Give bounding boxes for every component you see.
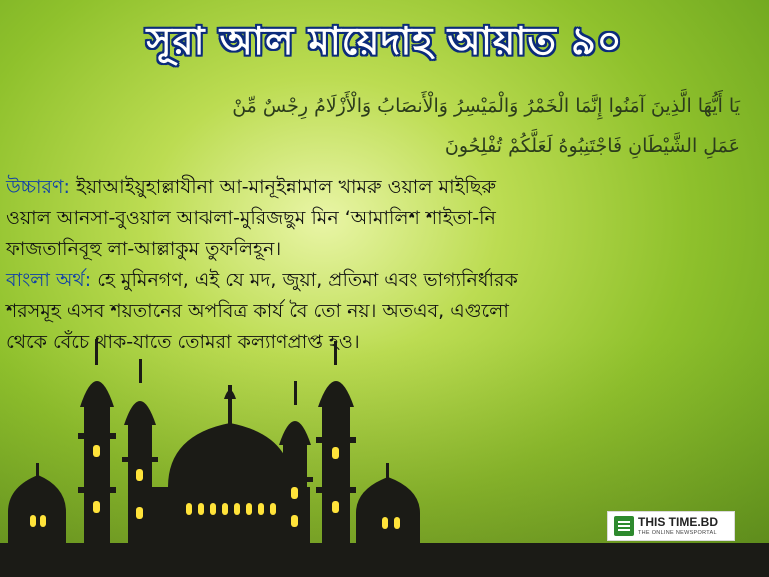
pronunciation-label: উচ্চারণ: bbox=[6, 176, 70, 198]
meaning-line-2: শরসমূহ এসব শয়তানের অপবিত্র কার্য বৈ তো নয়। অতএব, এগুলো bbox=[6, 300, 509, 322]
translation-block bbox=[6, 172, 764, 358]
pronunciation-line-2: ওয়াল আনসা-বুওয়াল আঝলা-মুরিজছুম মিন ‘আমালিশ শাইতা-নি bbox=[6, 207, 496, 229]
arabic-verse bbox=[40, 86, 740, 166]
meaning-label: বাংলা অর্থ: bbox=[6, 269, 92, 291]
page-title: সূরা আল মায়েদাহ আয়াত ৯০ bbox=[146, 19, 623, 63]
meaning-line-1 bbox=[6, 265, 764, 296]
publisher-name: THIS TIME.BD bbox=[638, 515, 718, 529]
publisher-badge[interactable] bbox=[607, 511, 735, 541]
newspaper-icon bbox=[614, 516, 634, 536]
pronunciation-line-3: ফাজতানিবূহু লা-আল্লাকুম তুফলিহূন। bbox=[6, 238, 282, 260]
publisher-tagline: THE ONLINE NEWSPORTAL bbox=[638, 530, 717, 536]
arabic-line-1: يَا أَيُّهَا الَّذِينَ آمَنُوا إِنَّمَا الْخَمْرُ وَالْمَيْسِرُ وَالْأَنصَابُ وَالْأَزْلَامُ رِجْسٌ مِّنْ bbox=[232, 95, 740, 117]
meaning-text-1: হে মুমিনগণ, এই যে মদ, জুয়া, প্রতিমা এবং ভাগ্যনির্ধারক bbox=[97, 269, 518, 291]
mosque-silhouette-illustration bbox=[0, 337, 769, 577]
pronunciation-line-1 bbox=[6, 172, 764, 203]
arabic-line-2: عَمَلِ الشَّيْطَانِ فَاجْتَنِبُوهُ لَعَلَّكُمْ تُفْلِحُونَ bbox=[444, 135, 740, 157]
pronunciation-text-1: ইয়াআইয়ুহাল্লাযীনা আ-মানূইন্নামাল খামরু ওয়াল মাইছিরু bbox=[75, 176, 496, 198]
